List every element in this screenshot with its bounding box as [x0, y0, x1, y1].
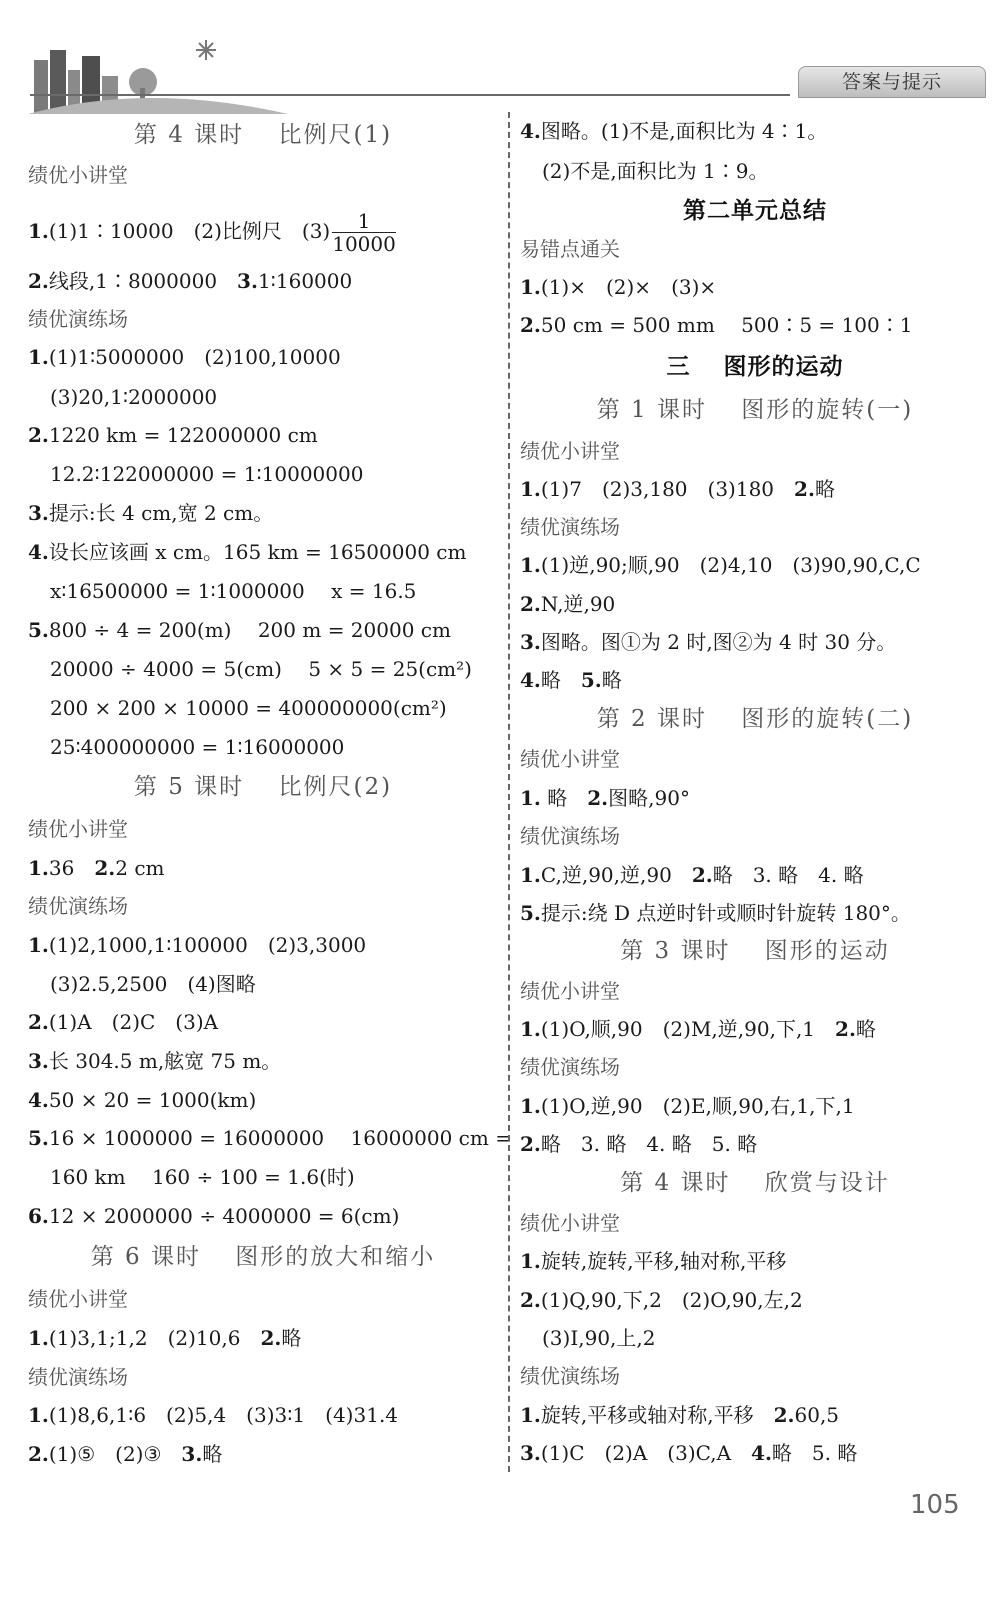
- answer-text: 略: [814, 477, 835, 501]
- answer-line: [28, 654, 472, 684]
- answer-text: (1)O,顺,90 (2)M,逆,90,下,1: [540, 1017, 836, 1041]
- lesson-heading: 第 3 课时 图形的运动: [620, 938, 890, 964]
- answer-text: (1)Q,90,下,2 (2)O,90,左,2: [540, 1288, 803, 1312]
- answer-text: 36: [48, 856, 95, 880]
- section-heading: 绩优演练场: [28, 307, 128, 331]
- answer-text: (1)⑤ (2)③: [48, 1442, 182, 1466]
- answer-line: [520, 1091, 855, 1121]
- answer-text: (1)2,1000,1∶100000 (2)3,3000: [48, 933, 367, 957]
- answer-line: [520, 1014, 876, 1044]
- answer-text: 线段,1∶8000000: [48, 269, 238, 293]
- answer-line: [28, 693, 447, 723]
- answer-line: [520, 1129, 757, 1159]
- item-number: 2.: [691, 863, 713, 887]
- answer-line: [520, 310, 912, 340]
- answer-text: C,逆,90,逆,90: [540, 863, 692, 887]
- item-number: 1.: [520, 863, 541, 887]
- item-number: 3.: [28, 501, 49, 525]
- answer-text: 略: [540, 786, 588, 810]
- item-number: 1.: [520, 477, 541, 501]
- answer-line: [520, 627, 896, 657]
- section-heading: 绩优小讲堂: [28, 1287, 128, 1311]
- answer-text: 略: [540, 668, 581, 692]
- answer-text: 提示:绕 D 点逆时针或顺时针旋转 180°。: [540, 901, 911, 925]
- item-number: 2.: [520, 313, 541, 337]
- section-heading: 绩优小讲堂: [28, 163, 128, 187]
- answer-line: [28, 732, 344, 762]
- answer-text: 略: [202, 1442, 223, 1466]
- fraction-numerator: 1: [332, 210, 396, 233]
- answer-line: [520, 665, 622, 695]
- answer-line: [520, 860, 864, 890]
- answer-text: (1)A (2)C (3)A: [48, 1010, 219, 1034]
- answer-text: 略: [601, 668, 622, 692]
- item-number: 6.: [28, 1204, 49, 1228]
- answer-line: [28, 930, 366, 960]
- answer-text: 16 × 1000000 = 16000000 16000000 cm =: [48, 1126, 512, 1150]
- item-number: 1.: [520, 1403, 541, 1427]
- item-number: 1.: [520, 1249, 541, 1273]
- lesson-heading: 三 图形的运动: [666, 354, 844, 380]
- lesson-heading: 第 6 课时 图形的放大和缩小: [90, 1244, 436, 1270]
- item-number: 2.: [520, 592, 541, 616]
- answer-line: [520, 589, 615, 619]
- lesson-heading: 第 4 课时 欣赏与设计: [620, 1170, 890, 1196]
- answer-text: x∶16500000 = 1∶1000000 x = 16.5: [50, 579, 417, 603]
- section-heading: 绩优小讲堂: [520, 979, 620, 1003]
- section-heading: 绩优小讲堂: [520, 439, 620, 463]
- answer-text: 旋转,平移或轴对称,平移: [540, 1403, 774, 1427]
- answer-text: 200 × 200 × 10000 = 400000000(cm²): [50, 696, 447, 720]
- item-number: 1.: [520, 786, 541, 810]
- item-number: 1.: [28, 219, 49, 243]
- answer-line: [28, 459, 363, 489]
- item-number: 1.: [28, 345, 49, 369]
- answer-text: (1)1∶10000 (2)比例尺 (3): [48, 219, 331, 243]
- page-header: [0, 0, 996, 110]
- answer-line: [520, 156, 769, 186]
- answer-line: [520, 1323, 655, 1353]
- answer-line: [520, 474, 835, 504]
- answer-line: [28, 1046, 281, 1076]
- answer-text: (1)3,1;1,2 (2)10,6: [48, 1326, 261, 1350]
- fraction-denominator: 10000: [332, 232, 396, 256]
- item-number: 1.: [520, 275, 541, 299]
- lesson-heading: 第二单元总结: [683, 198, 827, 224]
- answer-line: [28, 1162, 355, 1192]
- answer-text: 12.2∶122000000 = 1∶10000000: [50, 462, 364, 486]
- answer-text: 50 × 20 = 1000(km): [48, 1088, 257, 1112]
- item-number: 4.: [520, 668, 541, 692]
- answer-line: [520, 116, 827, 146]
- answer-line: [28, 342, 341, 372]
- answer-line: [520, 898, 911, 928]
- answer-text: 长 304.5 m,舷宽 75 m。: [48, 1049, 282, 1073]
- item-number: 2.: [587, 786, 609, 810]
- section-heading: 绩优演练场: [520, 824, 620, 848]
- section-heading: 绩优演练场: [28, 1365, 128, 1389]
- section-badge: 答案与提示: [798, 66, 986, 98]
- answer-line: [520, 1438, 857, 1468]
- answer-text: 1220 km = 122000000 cm: [48, 423, 318, 447]
- section-heading: 绩优演练场: [520, 1055, 620, 1079]
- item-number: 2.: [260, 1326, 282, 1350]
- answer-line: [28, 969, 256, 999]
- lesson-heading: 第 5 课时 比例尺(2): [133, 774, 393, 800]
- section-heading: 易错点通关: [520, 237, 620, 261]
- answer-line: [28, 537, 466, 567]
- answer-line: [28, 615, 451, 645]
- column-divider: [508, 112, 510, 1472]
- answer-text: 设长应该画 x cm。165 km = 16500000 cm: [48, 540, 467, 564]
- city-skyline-icon: [28, 20, 288, 120]
- item-number: 5.: [580, 668, 602, 692]
- item-number: 4.: [751, 1441, 772, 1465]
- item-number: 5.: [520, 901, 541, 925]
- answer-line: [28, 576, 416, 606]
- item-number: 3.: [520, 630, 541, 654]
- answer-text: 略 3. 略 4. 略 5. 略: [540, 1132, 758, 1156]
- item-number: 5.: [28, 618, 49, 642]
- answer-text: (1)O,逆,90 (2)E,顺,90,右,1,下,1: [540, 1094, 855, 1118]
- answer-text: (2)不是,面积比为 1∶9。: [542, 159, 769, 183]
- item-number: 2.: [520, 1288, 541, 1312]
- item-number: 2.: [520, 1132, 541, 1156]
- section-heading: 绩优小讲堂: [28, 817, 128, 841]
- answer-text: N,逆,90: [540, 592, 616, 616]
- answer-line: [520, 550, 921, 580]
- answer-line: [28, 1439, 222, 1469]
- answer-text: (1)7 (2)3,180 (3)180: [540, 477, 795, 501]
- answer-text: 160 km 160 ÷ 100 = 1.6(时): [50, 1165, 355, 1189]
- item-number: 1.: [28, 1326, 49, 1350]
- page-number: 105: [910, 1490, 960, 1520]
- answer-line: [28, 1123, 512, 1153]
- answer-line: [520, 272, 716, 302]
- section-heading: 绩优演练场: [520, 515, 620, 539]
- answer-text: 提示:长 4 cm,宽 2 cm。: [48, 501, 274, 525]
- item-number: 4.: [28, 1088, 49, 1112]
- answer-text: 图略。(1)不是,面积比为 4∶1。: [540, 119, 828, 143]
- answer-line: [28, 382, 217, 412]
- answer-line: [28, 853, 164, 883]
- answer-text: (1)8,6,1∶6 (2)5,4 (3)3∶1 (4)31.4: [48, 1403, 399, 1427]
- answer-text: 1∶160000: [257, 269, 353, 293]
- item-number: 1.: [520, 553, 541, 577]
- item-number: 5.: [28, 1126, 49, 1150]
- answer-text: 略: [281, 1326, 302, 1350]
- answer-text: 2 cm: [115, 856, 165, 880]
- answer-line: [28, 420, 318, 450]
- section-heading: 绩优小讲堂: [520, 1211, 620, 1235]
- answer-line: [28, 210, 396, 255]
- answer-line: [520, 1400, 839, 1430]
- item-number: 1.: [520, 1094, 541, 1118]
- item-number: 2.: [835, 1017, 856, 1041]
- answer-text: 图略。图①为 2 时,图②为 4 时 30 分。: [540, 630, 897, 654]
- answer-text: (3)2.5,2500 (4)图略: [50, 972, 256, 996]
- item-number: 3.: [181, 1442, 203, 1466]
- header-rule: [30, 94, 790, 96]
- item-number: 2.: [28, 269, 49, 293]
- answer-line: [520, 1246, 786, 1276]
- item-number: 1.: [28, 933, 49, 957]
- item-number: 4.: [520, 119, 541, 143]
- answer-line: [28, 1201, 399, 1231]
- answer-text: (1)逆,90;顺,90 (2)4,10 (3)90,90,C,C: [540, 553, 921, 577]
- lesson-heading: 第 1 课时 图形的旋转(一): [596, 397, 914, 423]
- answer-text: 800 ÷ 4 = 200(m) 200 m = 20000 cm: [48, 618, 451, 642]
- section-heading: 绩优演练场: [520, 1364, 620, 1388]
- answer-text: 20000 ÷ 4000 = 5(cm) 5 × 5 = 25(cm²): [50, 657, 472, 681]
- answer-text: 60,5: [794, 1403, 840, 1427]
- answer-line: [520, 783, 690, 813]
- answer-text: 旋转,旋转,平移,轴对称,平移: [540, 1249, 787, 1273]
- item-number: 2.: [773, 1403, 795, 1427]
- fraction: [332, 210, 396, 255]
- answer-line: [28, 1085, 256, 1115]
- answer-line: [28, 1007, 218, 1037]
- answer-text: 图略,90°: [608, 786, 690, 810]
- item-number: 1.: [28, 1403, 49, 1427]
- answer-line: [28, 1400, 398, 1430]
- answer-text: 25∶400000000 = 1∶16000000: [50, 735, 345, 759]
- item-number: 2.: [28, 1442, 49, 1466]
- answer-text: 略 3. 略 4. 略: [712, 863, 864, 887]
- answer-text: 12 × 2000000 ÷ 4000000 = 6(cm): [48, 1204, 400, 1228]
- answer-line: [28, 266, 352, 296]
- item-number: 4.: [28, 540, 49, 564]
- answer-text: 50 cm = 500 mm 500∶5 = 100∶1: [540, 313, 913, 337]
- section-heading: 绩优小讲堂: [520, 747, 620, 771]
- section-heading: 绩优演练场: [28, 894, 128, 918]
- item-number: 2.: [794, 477, 815, 501]
- lesson-heading: 第 4 课时 比例尺(1): [133, 122, 393, 148]
- item-number: 3.: [237, 269, 258, 293]
- answer-text: 略: [855, 1017, 876, 1041]
- answer-text: 略 5. 略: [771, 1441, 858, 1465]
- item-number: 1.: [28, 856, 49, 880]
- answer-line: [28, 1323, 301, 1353]
- answer-text: (1)1∶5000000 (2)100,10000: [48, 345, 341, 369]
- lesson-heading: 第 2 课时 图形的旋转(二): [596, 706, 914, 732]
- answer-text: (3)20,1∶2000000: [50, 385, 218, 409]
- item-number: 2.: [28, 423, 49, 447]
- item-number: 1.: [520, 1017, 541, 1041]
- answer-text: (3)I,90,上,2: [542, 1326, 656, 1350]
- item-number: 3.: [28, 1049, 49, 1073]
- item-number: 3.: [520, 1441, 541, 1465]
- item-number: 2.: [94, 856, 116, 880]
- answer-text: (1)C (2)A (3)C,A: [540, 1441, 752, 1465]
- answer-text: (1)× (2)× (3)×: [540, 275, 717, 299]
- answer-line: [520, 1285, 803, 1315]
- item-number: 2.: [28, 1010, 49, 1034]
- answer-line: [28, 498, 273, 528]
